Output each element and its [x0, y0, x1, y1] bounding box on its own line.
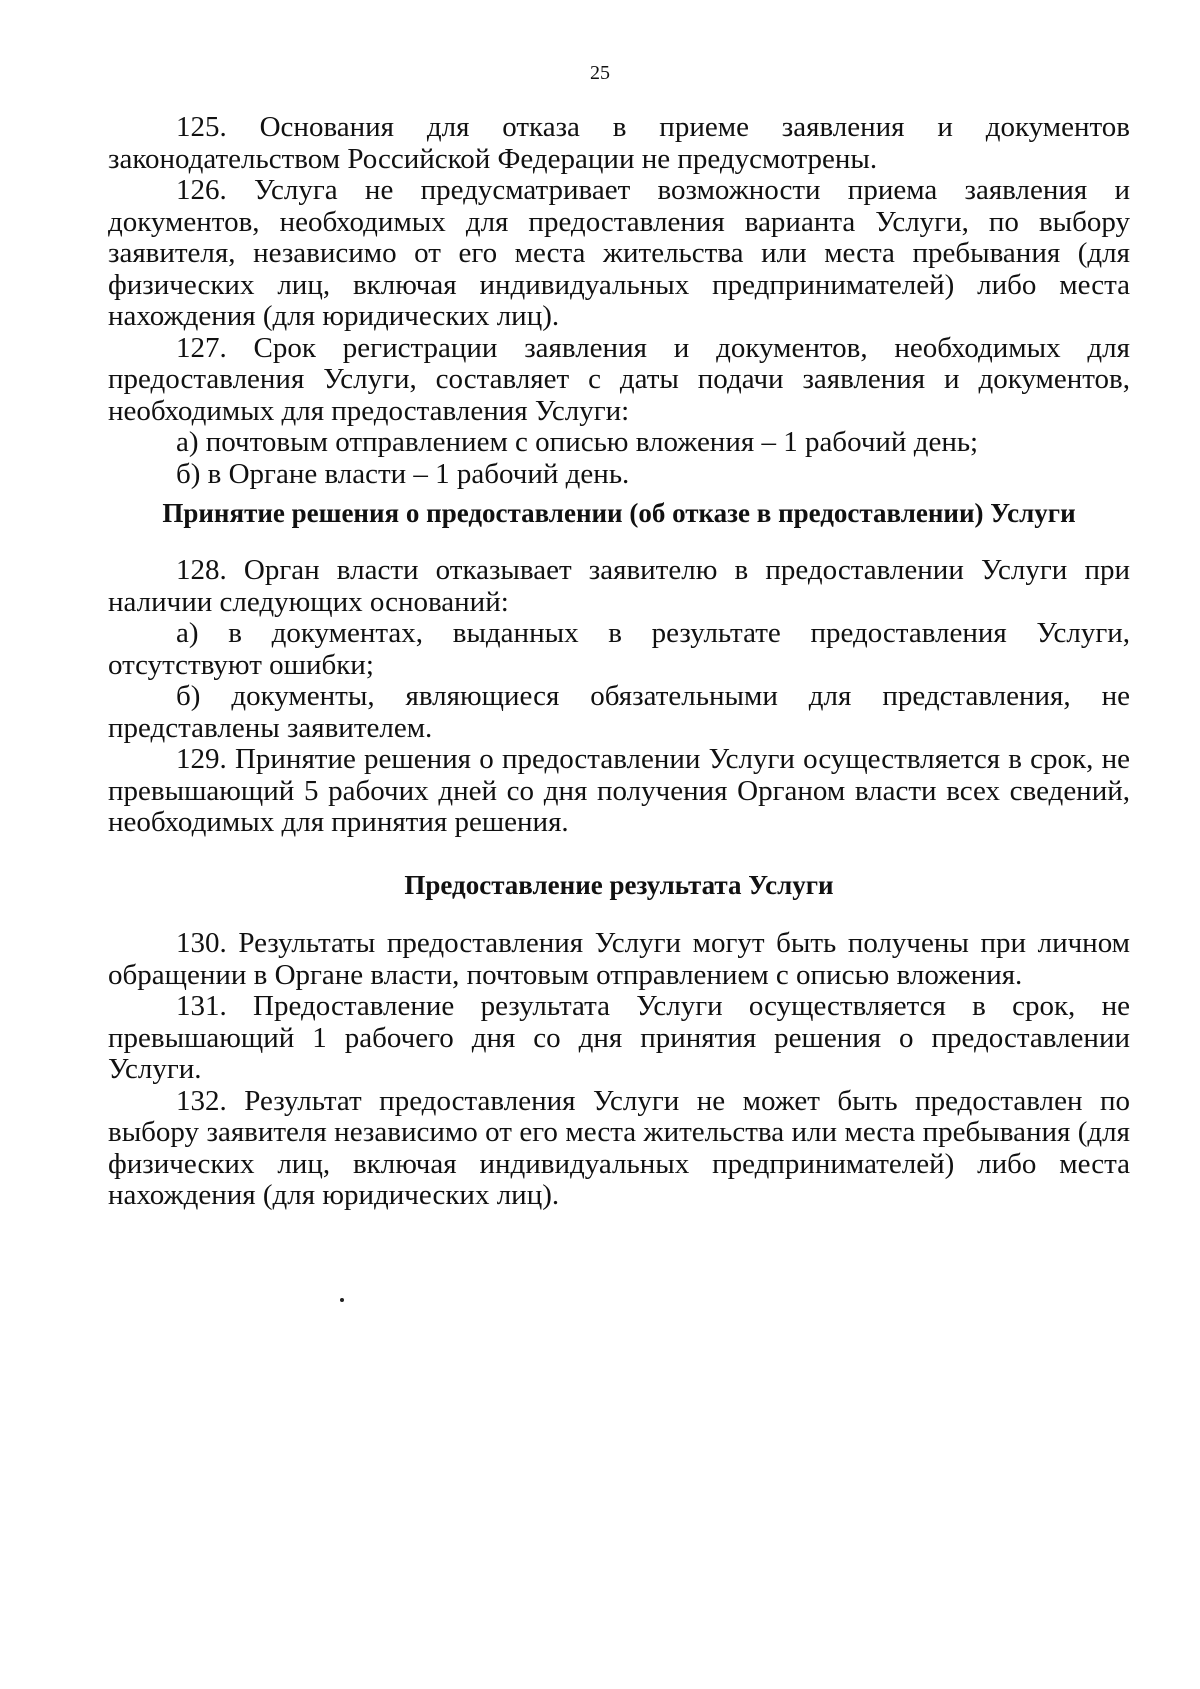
paragraph-130: 130. Результаты предоставления Услуги могут быть получены при личном обращении в Органе власти, почтовым отправлением с описью вложения. — [108, 927, 1130, 991]
paragraph-127-b: б) в Органе власти – 1 рабочий день. — [176, 457, 630, 490]
section-intake-rules — [108, 112, 1130, 490]
scan-artifact-dot — [340, 1298, 344, 1302]
paragraph-125: 125. Основания для отказа в приеме заявления и документов законодательством Российской Федерации не предусмотрены. — [108, 111, 1130, 175]
paragraph-127-a: а) почтовым отправлением с описью вложения – 1 рабочий день; — [176, 426, 979, 458]
section-heading-decision: Принятие решения о предоставлении (об отказе в предоставлении) Услуги — [162, 498, 1076, 528]
paragraph-128-a: а) в документах, выданных в результате предоставления Услуги, отсутствуют ошибки; — [108, 617, 1130, 681]
paragraph-129: 129. Принятие решения о предоставлении Услуги осуществляется в срок, не превышающий 5 рабочих дней со дня получения Органом власти всех сведений, необходимых для принятия решения. — [108, 743, 1130, 838]
section-result — [108, 928, 1130, 1212]
paragraph-132: 132. Результат предоставления Услуги не может быть предоставлен по выбору заявителя независимо от его места жительства или места пребывания (для физических лиц, включая индивидуальных предпринимателей) либо места нахождения (для юридических лиц). — [108, 1084, 1130, 1211]
paragraph-131: 131. Предоставление результата Услуги осуществляется в срок, не превышающий 1 рабочего дня со дня принятия решения о предоставлении Услуги. — [108, 990, 1130, 1085]
paragraph-126: 126. Услуга не предусматривает возможности приема заявления и документов, необходимых для предоставления варианта Услуги, по выбору заявителя, независимо от его места жительства или места пребывания (для физических лиц, включая индивидуальных предпринимателей) либо места нахождения (для юридических лиц). — [108, 174, 1130, 332]
section-decision — [108, 555, 1130, 839]
page-number: 25 — [590, 62, 610, 84]
paragraph-127: 127. Срок регистрации заявления и документов, необходимых для предоставления Услуги, составляет с даты подачи заявления и документов, необходимых для предоставления Услуги: — [108, 331, 1130, 427]
paragraph-128: 128. Орган власти отказывает заявителю в предоставлении Услуги при наличии следующих оснований: — [108, 554, 1130, 618]
paragraph-128-b: б) документы, являющиеся обязательными для представления, не представлены заявителем. — [108, 680, 1130, 744]
section-heading-result: Предоставление результата Услуги — [404, 870, 834, 900]
